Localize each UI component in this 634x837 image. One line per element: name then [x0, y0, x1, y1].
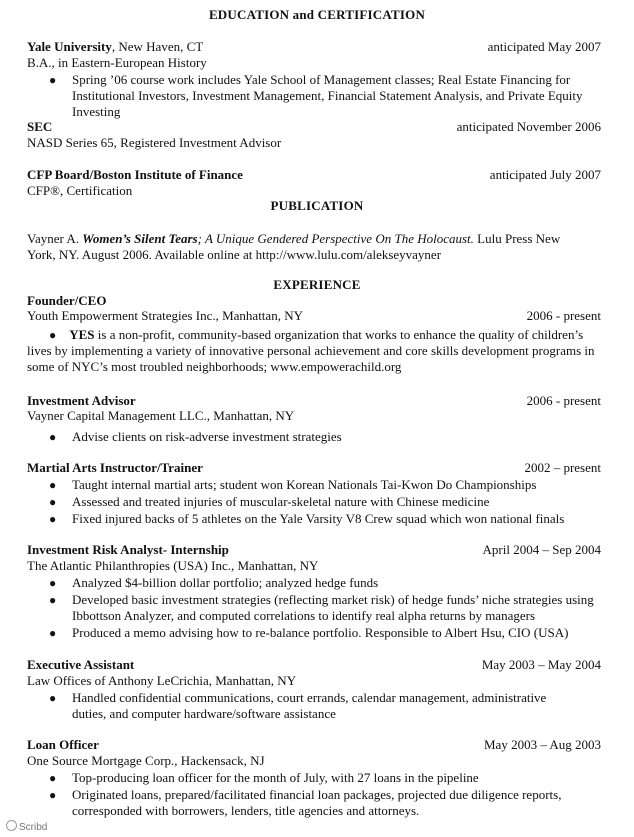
job-bullet [49, 690, 609, 722]
job-bullet-text: Handled confidential communications, court errands, calendar management, administrative duties, and computer hardware/software assistance [72, 690, 547, 721]
publication-title: Women’s Silent Tears [82, 231, 198, 246]
publication-line-2: York, NY. August 2006. Available online at http://www.lulu.com/alekseyvayner [27, 247, 442, 262]
bullet-icon: ● [49, 771, 57, 785]
job-bullet-text: Taught internal martial arts; student won Korean Nationals Tai-Kwon Do Championships [72, 477, 537, 492]
education-detail: NASD Series 65, Registered Investment Advisor [27, 135, 282, 150]
job-description-text: is a non-profit, community-based organization that works to enhance the quality of children’s lives by implementing a variety of innovative personal achievement and core skills development programs in some of NYC’s most troubled neighborhoods; www.empowerachild.org [27, 327, 595, 374]
job-bullet-text: Developed basic investment strategies (reflecting market risk) of hedge funds’ niche strategies using Ibbottson Analyzer, and computed correlations to identify real alpha returns by managers [72, 592, 594, 623]
job-description-lead: YES [69, 327, 95, 342]
education-location: , New Haven, CT [111, 39, 204, 54]
job-bullet-text: Top-producing loan officer for the month of July, with 27 loans in the pipeline [72, 770, 479, 785]
bullet-icon: ● [49, 512, 57, 526]
job-bullet [49, 625, 609, 641]
job-bullet [49, 592, 609, 624]
education-bullet [49, 72, 609, 120]
job-bullet-text: Analyzed $4-billion dollar portfolio; analyzed hedge funds [72, 575, 379, 590]
job-org: Youth Empowerment Strategies Inc., Manhattan, NY [27, 308, 303, 323]
education-org: CFP Board/Boston Institute of Finance [27, 167, 243, 182]
job-bullet [49, 511, 609, 527]
bullet-icon: ● [49, 576, 57, 590]
publication-subtitle: ; A Unique Gendered Perspective On The Holocaust. [197, 231, 474, 246]
scribd-watermark [6, 820, 47, 833]
education-date: anticipated May 2007 [487, 39, 601, 54]
publication-line-1 [27, 231, 560, 247]
education-detail: B.A., in Eastern-European History [27, 55, 207, 70]
job-date: May 2003 – May 2004 [481, 657, 601, 672]
job-date: 2006 - present [526, 393, 601, 408]
bullet-icon: ● [49, 626, 57, 640]
experience-heading: EXPERIENCE [273, 277, 361, 292]
scribd-logo-icon [6, 820, 17, 831]
job-date: 2006 - present [526, 308, 601, 323]
education-date: anticipated November 2006 [456, 119, 601, 134]
job-org: One Source Mortgage Corp., Hackensack, NJ [27, 753, 265, 768]
education-bullet-text: Spring ’06 course work includes Yale School of Management classes; Real Estate Financing for Institutional Investors, Investment Management, Financial Statement Analysis, and Private Equity Investing [72, 72, 583, 119]
job-org: The Atlantic Philanthropies (USA) Inc., Manhattan, NY [27, 558, 319, 573]
job-bullet [49, 575, 609, 591]
bullet-icon: ● [49, 495, 57, 509]
publication-author: Vayner A. [27, 231, 83, 246]
job-bullet [49, 429, 609, 445]
publication-heading: PUBLICATION [270, 198, 364, 213]
education-date: anticipated July 2007 [489, 167, 601, 182]
job-org: Vayner Capital Management LLC., Manhattan, NY [27, 408, 295, 423]
job-org: Law Offices of Anthony LeCrichia, Manhattan, NY [27, 673, 297, 688]
job-bullet-text: Originated loans, prepared/facilitated financial loan packages, projected due diligence reports, corresponded with borrowers, lenders, title agencies and attorneys. [72, 787, 562, 818]
education-org: SEC [27, 119, 53, 134]
job-bullet-text: Assessed and treated injuries of muscular-skeletal nature with Chinese medicine [72, 494, 490, 509]
bullet-icon: ● [49, 593, 57, 607]
job-title: Loan Officer [27, 737, 99, 752]
job-title: Martial Arts Instructor/Trainer [27, 460, 203, 475]
bullet-icon: ● [49, 691, 57, 705]
job-title: Investment Risk Analyst- Internship [27, 542, 229, 557]
scribd-watermark-text: Scribd [19, 822, 48, 833]
job-bullet [49, 770, 609, 786]
job-bullet [49, 494, 609, 510]
job-date: May 2003 – Aug 2003 [484, 737, 601, 752]
bullet-icon: ● [49, 328, 57, 342]
job-title: Investment Advisor [27, 393, 136, 408]
publication-publisher: Lulu Press New [473, 231, 561, 246]
job-date: 2002 – present [524, 460, 601, 475]
job-title: Executive Assistant [27, 657, 135, 672]
bullet-icon: ● [49, 478, 57, 492]
job-bullet-text: Produced a memo advising how to re-balance portfolio. Responsible to Albert Hsu, CIO (USA) [72, 625, 569, 640]
job-bullet [49, 787, 609, 819]
job-title: Founder/CEO [27, 293, 107, 308]
job-bullet [49, 477, 609, 493]
education-heading: EDUCATION and CERTIFICATION [208, 7, 426, 22]
bullet-icon: ● [49, 73, 57, 87]
education-org: Yale University [27, 39, 112, 54]
job-description [27, 327, 602, 375]
bullet-icon: ● [49, 788, 57, 802]
job-bullet-text: Advise clients on risk-adverse investment strategies [72, 429, 342, 444]
bullet-icon: ● [49, 430, 57, 444]
education-detail: CFP®, Certification [27, 183, 133, 198]
job-bullet-text: Fixed injured backs of 5 athletes on the Yale Varsity V8 Crew squad which won national finals [72, 511, 565, 526]
job-date: April 2004 – Sep 2004 [482, 542, 601, 557]
education-yale-line [27, 39, 203, 55]
